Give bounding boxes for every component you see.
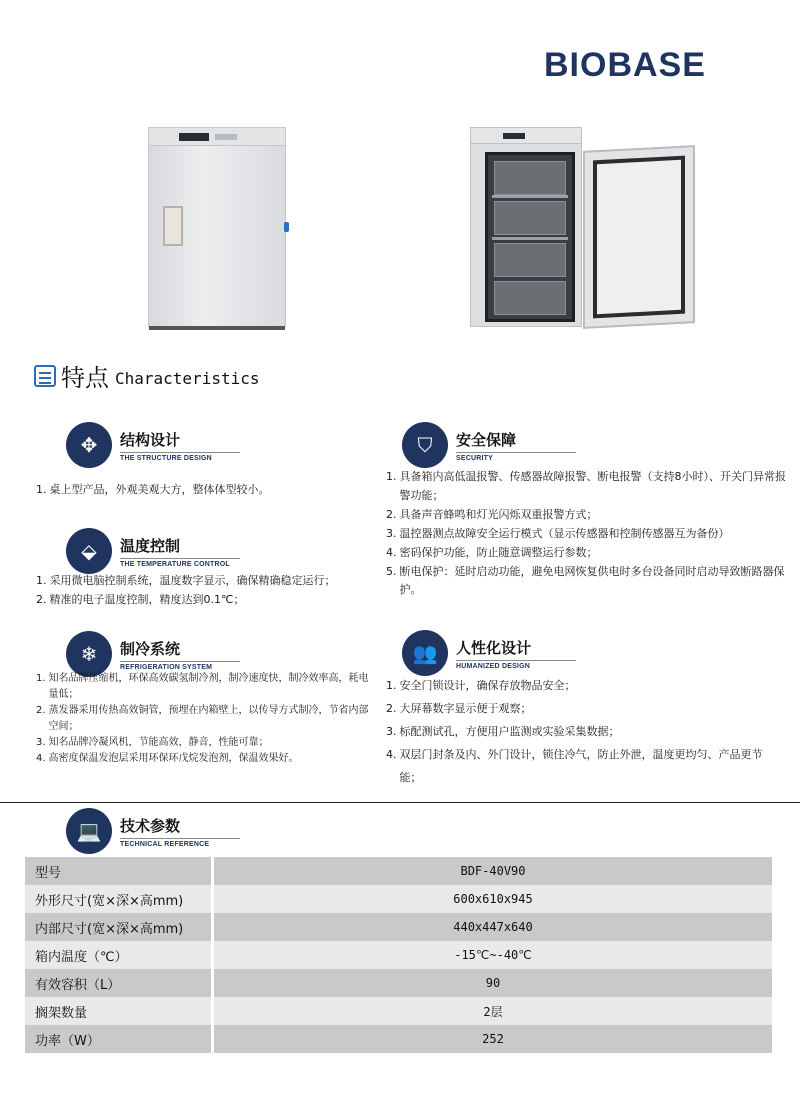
spec-table — [25, 857, 772, 1053]
list-item — [36, 735, 371, 751]
spec-value: BDF-40V90 — [214, 857, 772, 885]
list-item — [386, 525, 786, 544]
product-door — [583, 145, 695, 329]
list-item — [36, 751, 371, 767]
table-row — [25, 913, 772, 941]
item-number: 3. — [36, 737, 46, 748]
section-technical-header: 💻 技术参数 TECHNICAL REFERENCE — [66, 808, 240, 854]
section-temperature-header: ⬙ 温度控制 THE TEMPERATURE CONTROL — [66, 528, 240, 574]
document-icon — [34, 365, 56, 387]
spec-value: 2层 — [214, 997, 772, 1025]
item-number: 5. — [386, 564, 397, 578]
item-text: 高密度保温发泡层采用环保环戊烷发泡剂，保温效果好。 — [48, 753, 299, 764]
section-refrigeration-header: ❄ 制冷系统 REFRIGERATION SYSTEM — [66, 631, 240, 677]
item-number: 4. — [386, 545, 397, 559]
table-row — [25, 857, 772, 885]
spec-value: 440x447x640 — [214, 913, 772, 941]
table-row — [25, 969, 772, 997]
section-security-header: ⛉ 安全保障 SECURITY — [402, 422, 576, 468]
characteristics-heading: 特点 Characteristics — [34, 358, 260, 393]
spec-value: 90 — [214, 969, 772, 997]
item-number: 1. — [386, 470, 397, 483]
item-number: 1. — [36, 574, 47, 587]
list-item — [386, 720, 776, 743]
item-text: 精准的电子温度控制，精度达到0.1℃； — [49, 593, 245, 607]
section-structure-header: ✥ 结构设计 THE STRUCTURE DESIGN — [66, 422, 240, 468]
list-item — [386, 468, 786, 506]
list-item — [386, 674, 776, 697]
security-list — [386, 468, 786, 600]
refrigeration-list — [36, 671, 371, 767]
list-item — [36, 590, 386, 609]
item-text: 采用微电脑控制系统，温度数字显示，确保精确稳定运行； — [49, 574, 336, 587]
table-row — [25, 1025, 772, 1053]
item-number: 4. — [36, 753, 46, 764]
section-divider — [0, 802, 800, 803]
spec-label: 内部尺寸(宽×深×高mm) — [25, 913, 211, 941]
product-image-open — [470, 127, 582, 327]
item-number: 1. — [386, 679, 397, 692]
item-number: 2. — [36, 593, 47, 607]
table-row — [25, 941, 772, 969]
section-humanized-header: 👥 人性化设计 HUMANIZED DESIGN — [402, 630, 576, 676]
item-text: 知名品牌冷凝风机，节能高效，静音，性能可靠； — [48, 737, 269, 748]
product-image-closed — [148, 127, 286, 327]
spec-label: 有效容积（L） — [25, 969, 211, 997]
laptop-icon: 💻 — [66, 808, 112, 854]
item-number: 2. — [386, 702, 397, 716]
list-item — [386, 544, 786, 563]
item-text: 密码保护功能，防止随意调整运行参数； — [399, 545, 598, 559]
item-text: 具备声音蜂鸣和灯光闪烁双重报警方式； — [399, 507, 598, 521]
item-text: 标配测试孔，方便用户监测或实验采集数据； — [399, 725, 620, 739]
spec-value: -15℃~-40℃ — [214, 941, 772, 969]
item-text: 断电保护：延时启动功能，避免电网恢复供电时多台设备同时启动导致断路器保护。 — [399, 564, 785, 597]
item-text: 安全门锁设计，确保存放物品安全； — [399, 679, 576, 692]
item-number: 3. — [386, 725, 397, 739]
item-number: 2. — [386, 507, 397, 521]
temperature-list — [36, 571, 386, 610]
list-item — [386, 563, 786, 601]
item-text: 大屏幕数字显示便于观察； — [399, 702, 532, 716]
structure-list — [36, 480, 381, 499]
spec-label: 箱内温度（℃） — [25, 941, 211, 969]
item-number: 3. — [386, 526, 397, 540]
list-item — [386, 506, 786, 525]
spec-value: 252 — [214, 1025, 772, 1053]
table-row — [25, 885, 772, 913]
list-item — [386, 697, 776, 720]
snowflake-icon: ❄ — [66, 631, 112, 677]
item-number: 4. — [386, 748, 397, 762]
item-text: 温控器测点故障安全运行模式（显示传感器和控制传感器互为备份） — [399, 526, 730, 540]
item-text: 双层门封条及内、外门设计，锁住冷气，防止外泄，温度更均匀、产品更节能； — [399, 748, 763, 785]
item-text: 知名品牌压缩机，环保高效碳氢制冷剂，制冷速度快，制冷效率高，耗电量低； — [48, 673, 369, 700]
item-number: 1. — [36, 483, 47, 496]
list-item — [36, 480, 381, 499]
item-text: 蒸发器采用传热高效铜管，预埋在内箱壁上，以传导方式制冷，节省内部空间； — [48, 705, 369, 732]
spec-label: 型号 — [25, 857, 211, 885]
spec-label: 外形尺寸(宽×深×高mm) — [25, 885, 211, 913]
list-item — [36, 671, 371, 703]
humanized-list — [386, 674, 776, 789]
list-item — [36, 703, 371, 735]
spec-value: 600x610x945 — [214, 885, 772, 913]
item-number: 1. — [36, 673, 46, 684]
item-number: 2. — [36, 705, 46, 716]
spec-label: 功率（W） — [25, 1025, 211, 1053]
cross-arrows-icon: ✥ — [66, 422, 112, 468]
spec-label: 搁架数量 — [25, 997, 211, 1025]
brand-logo: BIOBASE — [544, 46, 706, 84]
list-item — [36, 571, 386, 590]
list-item — [386, 743, 776, 789]
item-text: 具备箱内高低温报警、传感器故障报警、断电报警（支持8小时）、开关门异常报警功能； — [399, 470, 786, 502]
tag-icon: ⬙ — [66, 528, 112, 574]
table-row — [25, 997, 772, 1025]
users-icon: 👥 — [402, 630, 448, 676]
shield-icon: ⛉ — [402, 422, 448, 468]
item-text: 桌上型产品，外观美观大方，整体体型较小。 — [49, 483, 270, 496]
